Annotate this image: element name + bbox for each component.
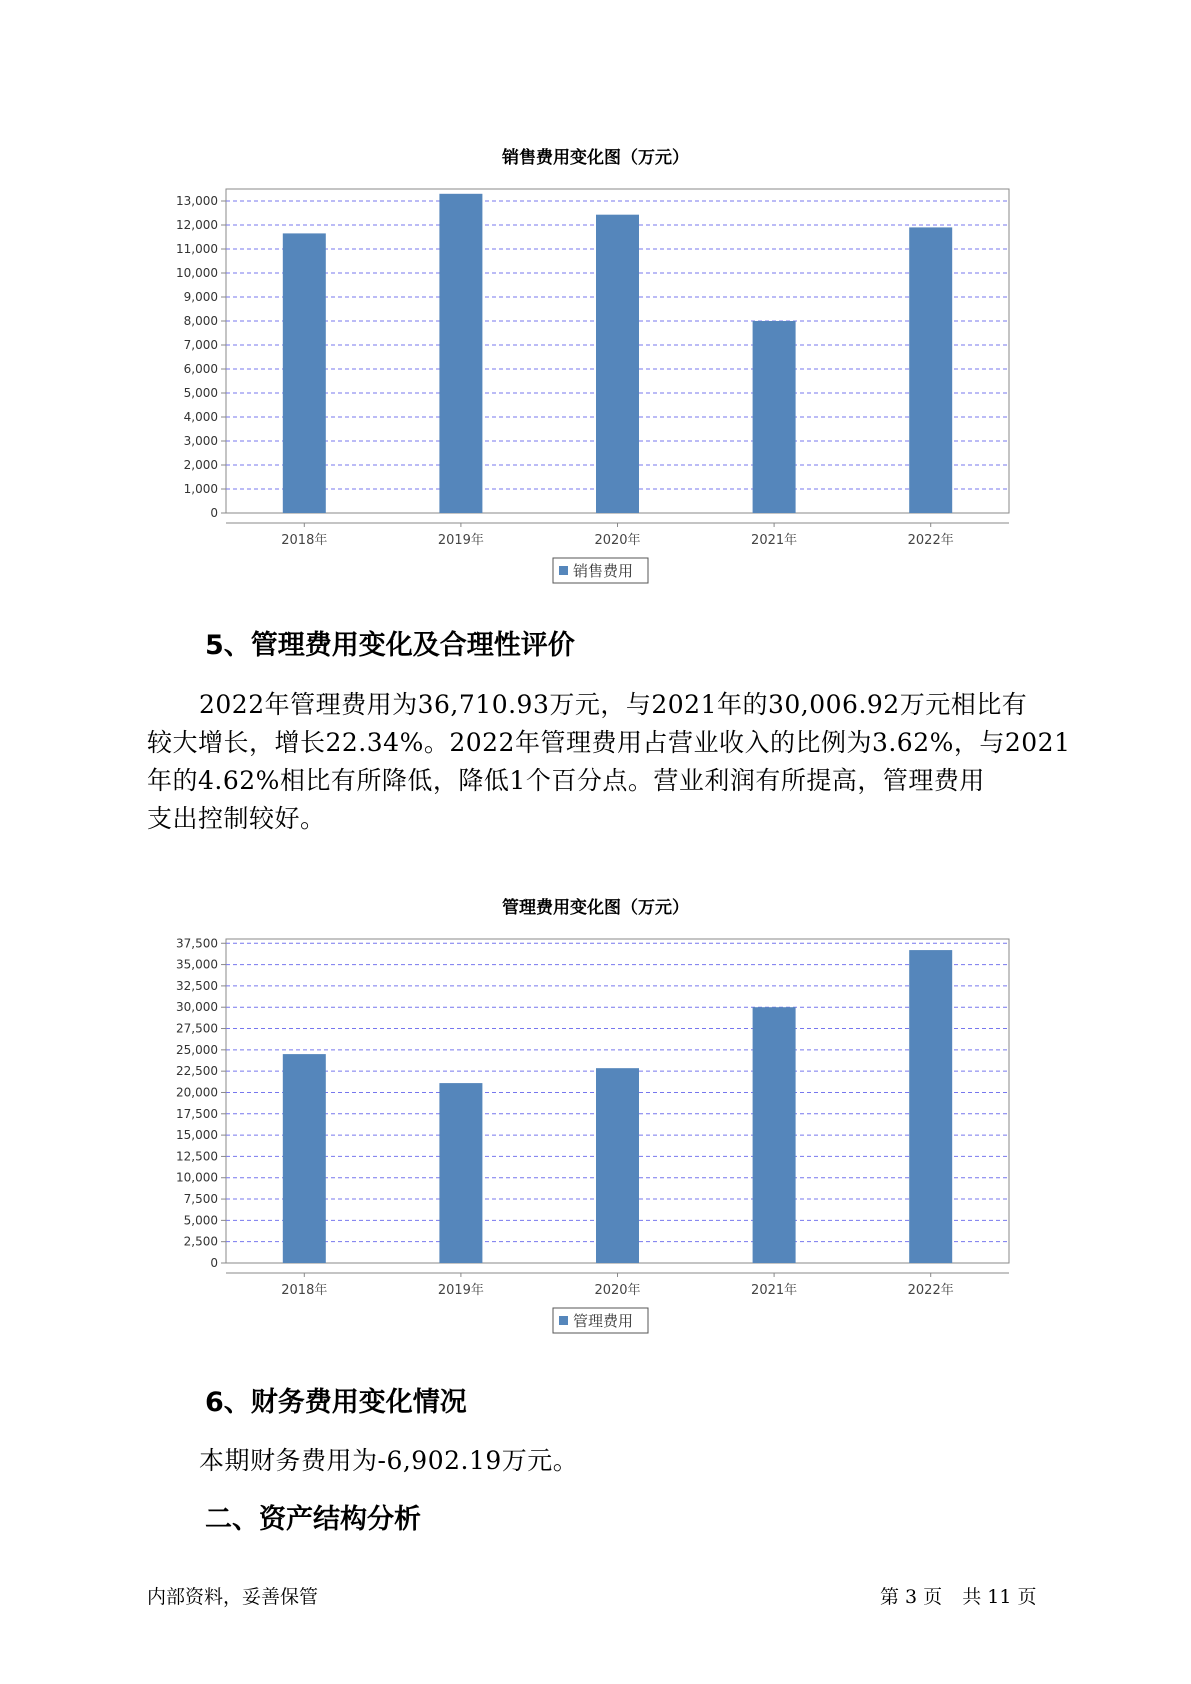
y-tick-label: 0 [210, 506, 218, 520]
footer-page-number [880, 1582, 1050, 1609]
y-tick-label: 37,500 [176, 936, 218, 951]
legend-swatch [559, 1316, 568, 1325]
x-tick-label: 2018年 [281, 533, 328, 548]
x-tick-label: 2021年 [751, 1283, 798, 1298]
y-tick-label: 9,000 [183, 290, 218, 304]
bar-2019年 [439, 1083, 482, 1263]
bar-2018年 [283, 233, 326, 513]
section-5-heading: 5、管理费用变化及合理性评价 [205, 630, 575, 661]
y-tick-label: 12,000 [176, 218, 218, 232]
legend-label: 销售费用 [573, 562, 634, 580]
y-tick-label: 7,000 [183, 338, 218, 352]
sales-expense-chart-title: 销售费用变化图（万元） [502, 148, 689, 168]
y-tick-label: 12,500 [176, 1149, 218, 1164]
x-tick-label: 2019年 [437, 1283, 484, 1298]
y-tick-label: 8,000 [183, 314, 218, 328]
x-tick-label: 2020年 [594, 533, 641, 548]
section-6-heading: 6、财务费用变化情况 [205, 1387, 467, 1418]
legend-label: 管理费用 [573, 1312, 634, 1330]
y-tick-label: 20,000 [176, 1085, 218, 1100]
y-tick-label: 35,000 [176, 957, 218, 972]
bar-2021年 [753, 1007, 796, 1263]
paragraph-line: 2022年管理费用为36,710.93万元，与2021年的30,006.92万元相比有 [199, 690, 1028, 719]
y-tick-label: 2,500 [183, 1234, 218, 1249]
legend-swatch [559, 566, 568, 575]
y-tick-label: 6,000 [183, 362, 218, 376]
paragraph-line: 本期财务费用为-6,902.19万元。 [199, 1446, 579, 1475]
sales-expense-chart [0, 170, 1191, 590]
y-tick-label: 32,500 [176, 978, 218, 993]
paragraph-line: 年的4.62%相比有所降低，降低1个百分点。营业利润有所提高，管理费用 [147, 766, 985, 795]
y-tick-label: 13,000 [176, 194, 218, 208]
section-5-paragraph [147, 686, 1071, 838]
bar-2022年 [909, 227, 952, 513]
y-tick-label: 22,500 [176, 1064, 218, 1079]
bar-2022年 [909, 950, 952, 1263]
bar-2020年 [596, 1068, 639, 1263]
y-tick-label: 30,000 [176, 1000, 218, 1015]
admin-expense-chart-title: 管理费用变化图（万元） [502, 898, 689, 918]
paragraph-line: 支出控制较好。 [147, 804, 326, 833]
x-tick-label: 2018年 [281, 1283, 328, 1298]
y-tick-label: 5,000 [183, 386, 218, 400]
legend [553, 558, 648, 583]
section-assets-heading: 二、资产结构分析 [205, 1504, 421, 1535]
y-tick-label: 3,000 [183, 434, 218, 448]
paragraph-line: 较大增长，增长22.34%。2022年管理费用占营业收入的比例为3.62%，与2021 [147, 728, 1071, 757]
y-tick-label: 2,000 [183, 458, 218, 472]
y-tick-label: 10,000 [176, 266, 218, 280]
y-tick-label: 5,000 [183, 1213, 218, 1228]
x-tick-label: 2019年 [437, 533, 484, 548]
footer-total-label: 共 11 页 [962, 1586, 1037, 1608]
section-6-paragraph [147, 1442, 1047, 1480]
bar-2018年 [283, 1054, 326, 1263]
legend [553, 1308, 648, 1333]
footer-confidential: 内部资料，妥善保管 [147, 1586, 319, 1608]
bar-2019年 [439, 194, 482, 513]
y-tick-label: 25,000 [176, 1042, 218, 1057]
y-tick-label: 17,500 [176, 1106, 218, 1121]
x-tick-label: 2021年 [751, 533, 798, 548]
y-tick-label: 15,000 [176, 1128, 218, 1143]
y-tick-label: 10,000 [176, 1170, 218, 1185]
y-tick-label: 4,000 [183, 410, 218, 424]
y-tick-label: 1,000 [183, 482, 218, 496]
y-tick-label: 7,500 [183, 1192, 218, 1207]
footer-page-label: 第 3 页 [880, 1586, 943, 1608]
y-tick-label: 27,500 [176, 1021, 218, 1036]
bar-2021年 [753, 321, 796, 513]
x-tick-label: 2022年 [907, 533, 954, 548]
x-tick-label: 2022年 [907, 1283, 954, 1298]
admin-expense-chart [0, 920, 1191, 1340]
bar-2020年 [596, 215, 639, 513]
x-tick-label: 2020年 [594, 1283, 641, 1298]
y-tick-label: 0 [210, 1256, 218, 1270]
y-tick-label: 11,000 [176, 242, 218, 256]
